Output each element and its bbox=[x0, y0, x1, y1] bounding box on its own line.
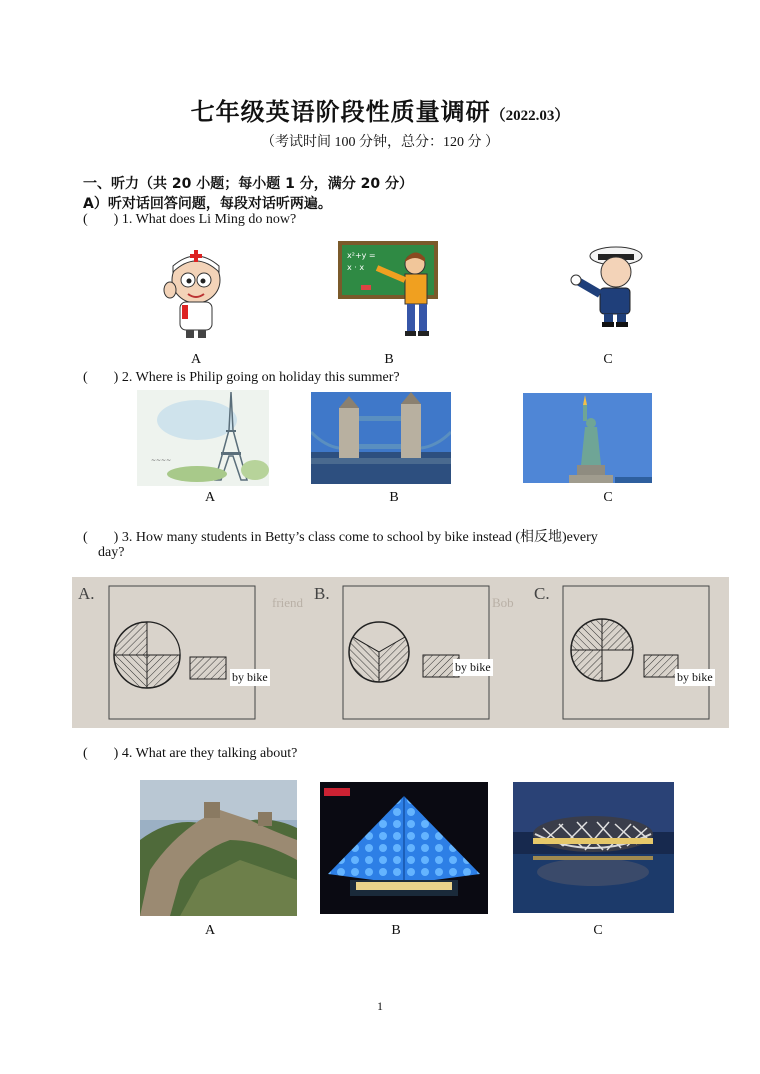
answer-paren-open: ( bbox=[83, 530, 88, 545]
option-label-c: C bbox=[603, 352, 613, 367]
option-label-b: B bbox=[389, 490, 399, 505]
page-number: 1 bbox=[377, 999, 383, 1013]
legend-label-b: by bike bbox=[455, 660, 491, 674]
option-label-b: B bbox=[384, 352, 394, 367]
section-heading: 一、听力（共 20 小题；每小题 1 分，满分 20 分） bbox=[83, 176, 413, 192]
answer-paren-open: ( bbox=[83, 212, 88, 227]
option-label-c: C bbox=[603, 490, 613, 505]
question-text: 4. What are they talking about? bbox=[121, 746, 298, 761]
question-text: 3. How many students in Betty’s class come to school by bike instead (相反地)every bbox=[121, 530, 598, 545]
birds-nest-image bbox=[513, 782, 674, 913]
teacher-cartoon-image bbox=[337, 238, 442, 338]
title-text: 七年级英语阶段性质量调研 bbox=[190, 100, 491, 126]
answer-paren-open: ( bbox=[83, 746, 88, 761]
great-wall-image bbox=[140, 780, 297, 916]
svg-text:x · x: x · x bbox=[347, 263, 365, 272]
svg-text:x²+y =: x²+y = bbox=[347, 251, 376, 260]
legend-label-a: by bike bbox=[232, 670, 268, 684]
option-label-a: A bbox=[204, 490, 216, 505]
section-subheading: A）听对话回答问题，每段对话听两遍。 bbox=[83, 196, 332, 212]
page-title bbox=[0, 92, 760, 127]
question-1 bbox=[83, 212, 296, 228]
eiffel-tower-image bbox=[137, 390, 269, 486]
tower-bridge-image bbox=[311, 392, 451, 484]
legend-label-c: by bike bbox=[677, 670, 713, 684]
question-3 bbox=[83, 526, 598, 546]
question-text: 1. What does Li Ming do now? bbox=[121, 212, 297, 227]
statue-of-liberty-image bbox=[523, 393, 652, 483]
policeman-cartoon-image bbox=[570, 242, 652, 328]
question-3-continued: day? bbox=[98, 545, 125, 560]
answer-paren-close: ) bbox=[113, 370, 119, 385]
option-label-c: C bbox=[593, 923, 603, 938]
answer-paren-close: ) bbox=[113, 746, 119, 761]
question-2 bbox=[83, 370, 400, 386]
question-4 bbox=[83, 746, 297, 762]
exam-info: （考试时间 100 分钟，总分：120 分 ） bbox=[261, 135, 499, 150]
doctor-cartoon-image bbox=[160, 250, 230, 340]
option-label-a: A bbox=[204, 923, 216, 938]
title-year: （2022.03） bbox=[490, 108, 570, 124]
svg-text:friend: friend bbox=[272, 595, 304, 610]
panel-a-label: A. bbox=[78, 584, 95, 603]
answer-paren-open: ( bbox=[83, 370, 88, 385]
question-text: 2. Where is Philip going on holiday this summer? bbox=[121, 370, 400, 385]
pie-charts-figure bbox=[72, 577, 729, 728]
answer-paren-close: ) bbox=[113, 212, 119, 227]
pie-charts-photo bbox=[72, 577, 729, 728]
option-label-a: A bbox=[190, 352, 202, 367]
panel-c-label: C. bbox=[534, 584, 550, 603]
svg-text:Bob: Bob bbox=[492, 595, 514, 610]
water-cube-image bbox=[320, 782, 488, 914]
answer-paren-close: ) bbox=[113, 530, 119, 545]
svg-text:~~~~: ~~~~ bbox=[151, 457, 172, 464]
panel-b-label: B. bbox=[314, 584, 330, 603]
option-label-b: B bbox=[391, 923, 401, 938]
